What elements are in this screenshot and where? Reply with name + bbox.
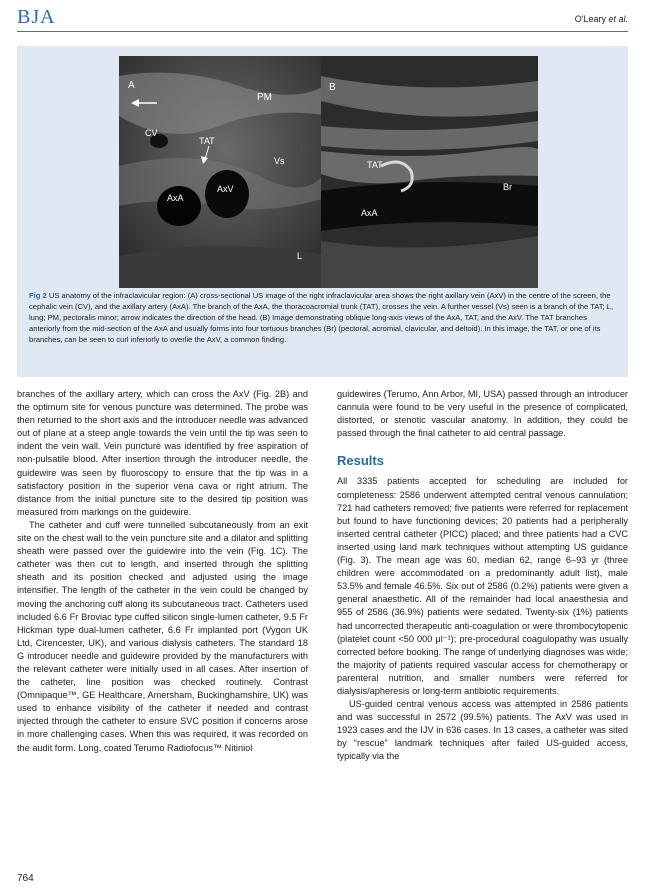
- results-heading: Results: [337, 453, 384, 469]
- label-tat: TAT: [199, 136, 215, 146]
- page-number: 764: [17, 873, 34, 884]
- journal-logo: BJA: [17, 6, 56, 28]
- figure-2: [17, 46, 628, 377]
- label-b-axa: AxA: [361, 208, 378, 218]
- label-pm: PM: [257, 92, 272, 103]
- header-rule: [17, 31, 628, 32]
- label-l: L: [297, 251, 303, 261]
- caption-figure-number: Fig 2: [29, 291, 47, 300]
- running-authors: O'Leary et al.: [574, 14, 628, 24]
- label-b-tat: TAT: [367, 160, 383, 170]
- ultrasound-panel-b: [321, 56, 538, 288]
- results-paragraph-2: US-guided central venous access was attempted in 2586 patients and was successful in 2572 (99.5%) patients. The AxV was used in 1923 cases and the IJV in 636 cases. In 13 cases, a catheter was sited by “rescue” landmark techniques after failed US-guided access, typically via the: [337, 699, 628, 762]
- right-paragraph-1: guidewires (Terumo, Ann Arbor, MI, USA) passed through an introducer cannula were found to be very useful in the presence of complicated, distorted, or stenotic vascular anatomy. In addition, they could be passed through the final catheter to aid central passage.: [337, 389, 628, 439]
- left-column: [17, 388, 308, 755]
- label-vs: Vs: [274, 156, 285, 166]
- left-paragraph-2: The catheter and cuff were tunnelled subcutaneously from an exit site on the chest wall to the vein puncture site and a dilator and splitting sheath were passed over the guidewire into the vein (Fig. 1C). The catheter was then cut to length, and inserted through the splitting sheath and its position checked and adjusted using the image intensifier. The length of the catheter in the vein could be changed by moving the anchoring cuff along its subcutaneous tract. Catheters used included 6.6 Fr Broviac type cuffed silicon single-lumen catheter, 9.5 Fr Hickman type dual-lumen catheter, 6.6 Fr implanted port (Vygon UK Ltd, Cirencester, UK), and various dialysis catheters. The standard 18 G introducer needle and guidewire provided by the manufacturers with the relevant catheter were initially used in all cases. After insertion of the catheter, line position was checked routinely. Contrast (Omnipaque™, GE Healthcare, Amersham, Buckinghamshire, UK) was used to enhance visibility of the catheter if needed and contrast injected through the catheter to ensure SVC position if concerns arose in more challenging cases. When this was required, it was recorded on the audit form. Long, coated Terumo Radiofocus™ Nitiniol: [17, 519, 308, 753]
- panel-a-letter: A: [128, 80, 135, 91]
- left-paragraph-1: branches of the axillary artery, which can cross the AxV (Fig. 2B) and the optimum site for venous puncture was determined. The probe was then returned to the short axis and the introducer needle was advanced out of plane at a steep angle towards the vein until the tip was seen to indent the vein wall. Vein puncture was identified by free aspiration of non-pulsatile blood. After insertion through the introducer needle, the guidewire was seen by fluoroscopy to ensure that the tip was in a satisfactory position in the superior vena cava or right atrium. The distance from the initial puncture site to the desired tip position was measured from markings on the guidewire.: [17, 389, 308, 517]
- ultrasound-image-b: [321, 56, 538, 288]
- figure-caption: [29, 290, 616, 345]
- label-br: Br: [503, 182, 512, 192]
- ultrasound-panel-a: [119, 56, 332, 288]
- label-axa: AxA: [167, 193, 184, 203]
- running-header: [17, 6, 628, 30]
- right-column: [337, 388, 628, 764]
- caption-text: US anatomy of the infraclavicular region: (A) cross-sectional US image of the right infraclavicular area shows the right axillary vein (AxV) in the centre of the screen, the cephalic vein (CV), and the axillary artery (AxA). The branch of the AxA, the thoracoacromial trunk (TAT), crosses the vein. A further vessel (Vs) seen is a branch of the TAT; L, lung; PM, pectoralis minor; arrow indicates the direction of the head. (B) Image demonstrating oblique long-axis views of the AxA, TAT, and the AxV. The TAT branches anteriorly from the mid-section of the AxA and usually forms into four tortuous branches (Br) (pectoral, acromial, clavicular, and deltoid). In this image, the TAT, or one of its branches, can be seen to curl inferiorly to overlie the AxV, a common finding.: [29, 291, 614, 344]
- label-axv: AxV: [217, 184, 234, 194]
- results-paragraph-1: All 3335 patients accepted for scheduling are included for completeness: 2586 underwent attempted central venous cannulation; 721 had catheters removed; five patients were referred for replacement but found to have functioning devices; 20 patients had a peripherally inserted central catheter (PICC) placed; and three patients had a CVC inserted using land mark techniques without attempting US guidance (Fig. 3). The mean age was 60, median 62, range 6–93 yr (three children were accommodated on a predominantly adult list), male 53.5% and female 46.5%. Six out of 2586 (0.2%) patients were given a general anaesthetic. All of the remainder had local anaesthesia and 955 of 2586 (36.9%) patients were sedated. Twenty-six (1%) patients had uncorrected therapeutic anti-coagulation or were thrombocytopenic (platelet count <50 000 μl⁻¹); pre-procedural coagulopathy was usually corrected before booking. The range of underlying diagnoses was wide; the majority of patients required vascular access for chemotherapy or parenteral nutrition, and smaller numbers were referred for dialysis/apheresis or long-term antibiotic requirements.: [337, 476, 628, 696]
- label-cv: CV: [145, 128, 158, 138]
- panel-b-letter: B: [329, 82, 336, 93]
